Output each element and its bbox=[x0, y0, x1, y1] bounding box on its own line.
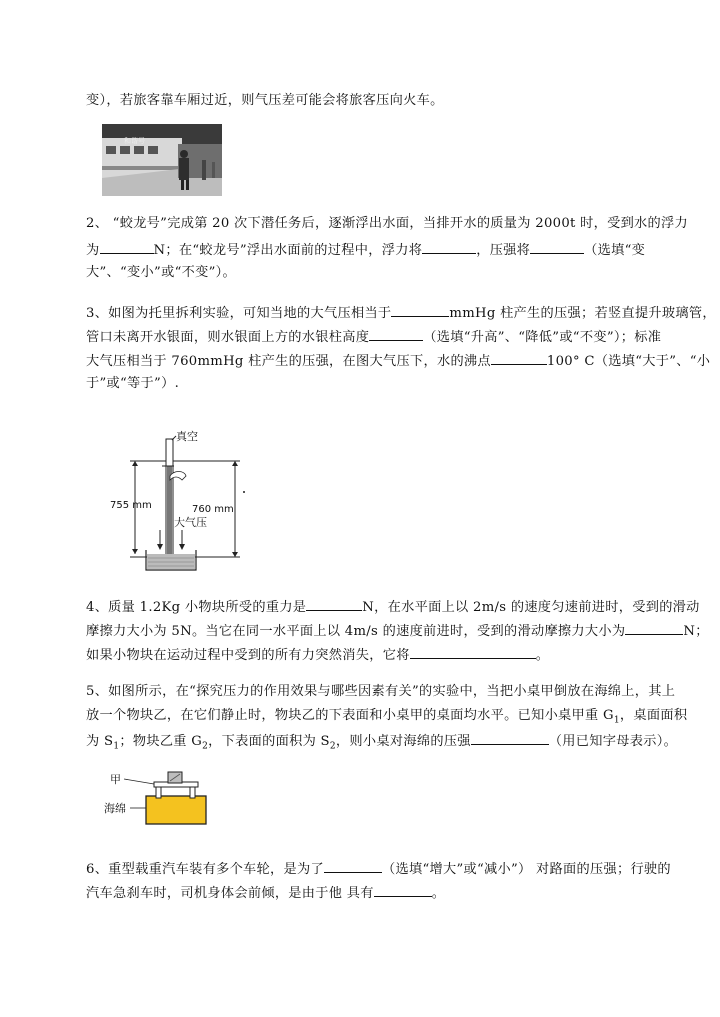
q5-line3 bbox=[86, 730, 677, 757]
q6-line2 bbox=[86, 882, 445, 904]
answer-blank[interactable] bbox=[625, 620, 683, 635]
q3-text: 3、如图为托里拆利实验，可知当地的大气压相当于 bbox=[86, 306, 392, 321]
atm-label: 大气压 bbox=[174, 516, 207, 529]
answer-blank[interactable] bbox=[369, 326, 423, 341]
q4-text: 。 bbox=[535, 648, 550, 663]
q3-text: 管口未离开水银面，则水银面上方的水银柱高度 bbox=[86, 330, 370, 345]
q2-text: （选填“变 bbox=[584, 243, 646, 258]
q5-text: ；物块乙重 G bbox=[119, 734, 203, 749]
q2-line2 bbox=[86, 239, 645, 261]
torricelli-figure bbox=[108, 430, 258, 580]
q1-text: 变），若旅客靠车厢过近，则气压差可能会将旅客压向火车。 bbox=[86, 93, 444, 108]
q2-text: 为 bbox=[86, 243, 100, 258]
answer-blank[interactable] bbox=[100, 239, 154, 254]
q5-text: ，下表面的面积为 S bbox=[208, 734, 330, 749]
q5-text: ，桌面面积 bbox=[619, 708, 688, 723]
vacuum-label: 真空 bbox=[176, 430, 198, 443]
answer-blank[interactable] bbox=[324, 858, 382, 873]
answer-blank[interactable] bbox=[471, 730, 549, 745]
q2-line3: 大”、“变小”或“不变”）。 bbox=[86, 265, 236, 280]
q5-text: （用已知字母表示）。 bbox=[548, 734, 678, 749]
subscript: 2 bbox=[202, 741, 209, 752]
q2-text: ，压强将 bbox=[476, 243, 531, 258]
subscript: 1 bbox=[613, 715, 620, 726]
q4-text: 如果小物块在运动过程中受到的所有力突然消失，它将 bbox=[86, 648, 410, 663]
answer-blank[interactable] bbox=[391, 302, 449, 317]
height-760-label: 760 mm bbox=[192, 504, 234, 515]
q5-text: 为 S bbox=[86, 734, 114, 749]
subscript: 2 bbox=[329, 741, 336, 752]
q4-line2 bbox=[86, 620, 709, 642]
answer-blank[interactable] bbox=[530, 239, 584, 254]
q4-text: N； bbox=[683, 624, 709, 639]
q3-line4: 于”或“等于”）. bbox=[86, 376, 180, 391]
q3-line2 bbox=[86, 326, 661, 348]
q2-text: N；在“蛟龙号”浮出水面前的过程中，浮力将 bbox=[153, 243, 423, 258]
q5-line1: 5、如图所示，在“探究压力的作用效果与哪些因素有关”的实验中，当把小桌甲倒放在海绵上，其上 bbox=[86, 684, 676, 699]
label-sponge: 海绵 bbox=[104, 802, 126, 815]
q3-text: 100° C（选填“大于”、“小 bbox=[546, 354, 711, 369]
q5-text: 放一个物块乙，在它们静止时，物块乙的下表面和小桌甲的桌面均水平。已知小桌甲重 G bbox=[86, 708, 614, 723]
answer-blank[interactable] bbox=[410, 644, 536, 659]
stray-dot bbox=[243, 491, 245, 493]
train-platform-photo bbox=[102, 124, 222, 196]
answer-blank[interactable] bbox=[374, 882, 432, 897]
subscript: 1 bbox=[113, 741, 120, 752]
q3-line1 bbox=[86, 302, 716, 324]
q6-text: 。 bbox=[431, 886, 446, 901]
q4-line1 bbox=[86, 596, 700, 618]
answer-blank[interactable] bbox=[306, 596, 362, 611]
q3-text: 大气压相当于 760mmHg 柱产生的压强，在图大气压下，水的沸点 bbox=[86, 354, 491, 369]
train-name-text: 和谐号 bbox=[124, 137, 145, 145]
q6-text: （选填“增大”或“减小”） 对路面的压强；行驶的 bbox=[381, 862, 671, 877]
q4-text: 4、质量 1.2Kg 小物块所受的重力是 bbox=[86, 600, 307, 615]
q4-text: 摩擦力大小为 5N。当它在同一水平面上以 4m/s 的速度前进时，受到的滑动摩擦力大小为 bbox=[86, 624, 626, 639]
label-jia: 甲 bbox=[110, 773, 121, 786]
q3-text: mmHg 柱产生的压强；若竖直提升玻璃管， bbox=[449, 306, 716, 321]
q6-text: 6、重型载重汽车装有多个车轮，是为了 bbox=[86, 862, 324, 877]
q5-text: ，则小桌对海绵的压强 bbox=[335, 734, 471, 749]
q4-text: N，在水平面上以 2m/s 的速度匀速前进时，受到的滑动 bbox=[362, 600, 700, 615]
q6-text: 汽车急刹车时，司机身体会前倾，是由于他 具有 bbox=[86, 886, 374, 901]
answer-blank[interactable] bbox=[491, 350, 547, 365]
q3-line3 bbox=[86, 350, 710, 372]
q3-text: （选填“升高”、“降低”或“不变”）；标准 bbox=[423, 330, 662, 345]
height-755-label: 755 mm bbox=[110, 500, 152, 511]
q4-line3 bbox=[86, 644, 549, 666]
answer-blank[interactable] bbox=[422, 239, 476, 254]
q6-line1 bbox=[86, 858, 671, 880]
q2-line1: 2、 “蛟龙号”完成第 20 次下潜任务后，逐渐浮出水面，当排开水的质量为 2000t 时，受到水的浮力 bbox=[86, 216, 689, 231]
q5-line2 bbox=[86, 706, 687, 731]
sponge-figure bbox=[104, 770, 214, 832]
